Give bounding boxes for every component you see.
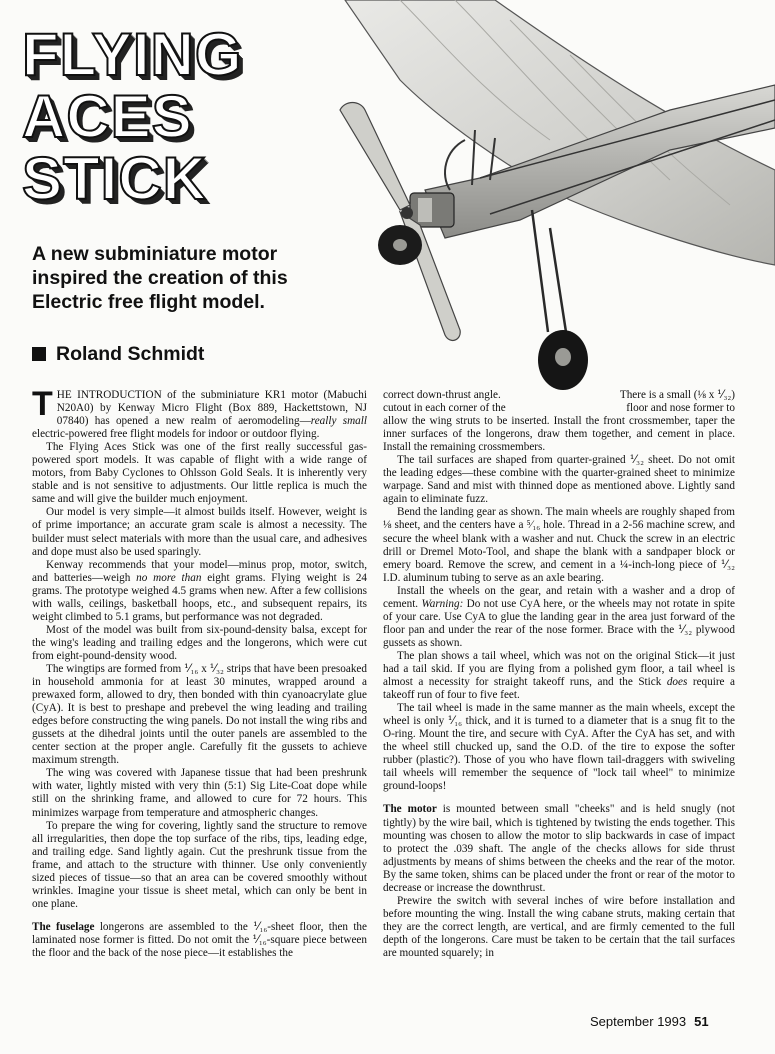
title-line-2: ACES — [22, 83, 193, 150]
paragraph: Bend the landing gear as shown. The main wheels are roughly shaped from ⅛ sheet, and the centers have a ⁵⁄₁₆ hole. Thread in a 2-56 machine screw, and secure the wheel blank with a washer and nut. Chuck the screw in an electric drill or Dremel Moto-Tool, and shape the blank with a sandpaper block or emery board. Remove the screw, and cement in a ¼-inch-long piece of ⅟₃₂ I.D. aluminum tubing to serve as an axle bearing. — [383, 506, 735, 584]
title-line-1: FLYING — [22, 21, 243, 88]
byline — [32, 342, 204, 366]
paragraph: Most of the model was built from six-pound-density balsa, except for the wing's leading and trailing edges and the longerons, which were cut from eight-pound-density wood. — [32, 623, 367, 662]
landing-gear — [532, 210, 566, 332]
paragraph: Kenway recommends that your model—minus prop, motor, switch, and batteries—weigh no more than eight grams. Flying weight is 24 grams. The prototype weighed 4.5 grams when new. After a few collisions with walls, ceilings, basketball hoops, etc., and subsequent repairs, its weight climbed to 5.1 grams, but performance was not degraded. — [32, 558, 368, 623]
paragraph: Our model is very simple—it almost builds itself. However, weight is of prime importance; an accurate gram scale is almost a necessity. The builder must select materials with more than the usual care, and adhesives and dope must also be used sparingly. — [32, 506, 367, 558]
propeller-hub — [401, 207, 413, 219]
author-name: Roland Schmidt — [56, 343, 205, 365]
paragraph: To prepare the wing for covering, lightly sand the structure to remove all irregularities, then dope the top surface of the ribs, tips, leading edge, and trailing edge. Sand lightly again. Cut the preshrunk tissue from the frame, and attach to the structure with thinner. Use only conveniently sized pieces of tissue—so that an area can be covered smoothly without wrinkles. Imagine your tissue is sheet metal, which can only be bent in one plane. — [32, 819, 367, 910]
paragraph: The wing was covered with Japanese tissue that had been preshrunk with water, lightly misted with very thin (5:1) Sig Lite-Coat dope while still on the shrinking frame, and allowed to cure for 72 hours. This minimizes warpage from temperature and atmospheric changes. — [32, 767, 367, 819]
byline-square-icon — [32, 347, 46, 361]
paragraph: The tail surfaces are shaped from quarter-grained ⅟₃₂ sheet. Do not omit the leading edges—these combine with the quarter-grained sheet to minimize warpage. Sand and mist with thinned dope as mentioned above. Lightly sand again to eliminate fuzz. — [383, 454, 735, 506]
paragraph: allow the wing struts to be inserted. Install the front crossmember, taper the inner surfaces of the longerons, draw them together, and cement in place. Install the remaining crossmembers. — [383, 415, 735, 454]
body-column-1 — [32, 385, 368, 960]
title-line-3: STICK — [22, 145, 207, 212]
drop-cap: T — [32, 385, 53, 423]
paragraph: The fuselage longerons are assembled to the ⅟₁₆-sheet floor, then the laminated nose former is fitted. Do not omit the ⅟₁₆-square piece between the floor and the back of the nose piece—it establishes the — [32, 920, 367, 959]
paragraph: The wingtips are formed from ⅟₁₆ x ⅟₃₂ strips that have been presoaked in household ammonia for at least 30 minutes, wrapped around a prewaxed form, allowed to dry, then bonded with thin cyanoacrylate glue (CyA). It is best to preshape and prebevel the wing leading and trailing edges before constructing the wing panels. Do not install the wing ribs and gussets at the dihedral joints until the outer panels are assembled to the center section at the proper angle. Carefully fit the gussets to achieve maximum strength. — [32, 662, 367, 767]
paragraph: Install the wheels on the gear, and retain with a washer and a drop of cement. Warning: Do not use CyA here, or the wheels may not rotate in spite of your care. Use CyA to glue the landing gear in the area just forward of the floor pan and under the rear of the nose former. Brace with the ⅟₃₂ plywood gussets as shown. — [383, 584, 735, 649]
section-lead: The fuselage — [32, 920, 95, 933]
issue-date: September 1993 — [590, 1014, 687, 1029]
page-footer — [590, 1014, 709, 1029]
model-airplane-photo — [250, 0, 775, 400]
paragraph: THE INTRODUCTION of the subminiature KR1 motor (Mabuchi N20A0) by Kenway Micro Flight (Box 889, Hackettstown, NJ 07840) has opened a new realm of aeromodeling—really small electric-powered free flight models for indoor or outdoor flying. — [32, 385, 367, 441]
article-title — [22, 21, 282, 212]
body-column-2 — [383, 389, 735, 960]
text-line: correct down-thrust angle. There is a small (⅛ x ⅟₃₂) — [383, 389, 735, 401]
paragraph: The tail wheel is made in the same manner as the main wheels, except the wheel is only ⅟₁₆ thick, and it is turned to a diameter that is a snug fit to the O-ring. Mount the tire, and secure with CyA. After the CyA has set, and with the wheel still chucked up, sand the O.D. of the tire to expose the softer rubber (plastic?). Those of you who have flown tail-draggers with swiveling tail wheels will remember the sequence of "lock tail wheel" to minimize ground-loops! — [383, 702, 735, 793]
paragraph: Prewire the switch with several inches of wire before installation and before mounting the wing. Install the wing cabane struts, making certain that they are the correct length, are vertical, and are firmly cemented to the full depth of the longerons. Care must be taken to be certain that the tail surfaces are mounted squarely; in — [383, 894, 735, 959]
page-number: 51 — [694, 1014, 709, 1029]
paragraph: The plan shows a tail wheel, which was not on the original Stick—it just had a tail skid. If you are flying from a polished gym floor, a tail wheel is almost a necessity for straight takeoff runs, and the Stick does require a takeoff run of four to five feet. — [383, 649, 735, 702]
article-deck: A new subminiature motor inspired the creation of this Electric free flight model. — [32, 243, 288, 313]
text-line: cutout in each corner of the floor and nose former to — [383, 402, 735, 415]
paragraph: The motor is mounted between small "cheeks" and is held snugly (not tightly) by the wire bail, which is tightened by twisting the ends together. This mounting was chosen to allow the motor to slip backwards in case of impact to protect the .039 shaft. The angle of the checks allows for side thrust adjustments by means of shims between the cheeks and the rear of the motor. By the same token, shims can be placed under the front or rear of the motor to decrease or increase the downthrust. — [383, 803, 735, 894]
section-lead: The motor — [383, 803, 437, 816]
paragraph: The Flying Aces Stick was one of the first really successful gas-powered sport models. It was capable of flight with a wide range of motors, from Baby Cyclones to Ohlsson Gold Seals. It is inherently very stable and is not sensitive to adjustments. Our little replica is much the same and will give the builder much enjoyment. — [32, 441, 367, 506]
